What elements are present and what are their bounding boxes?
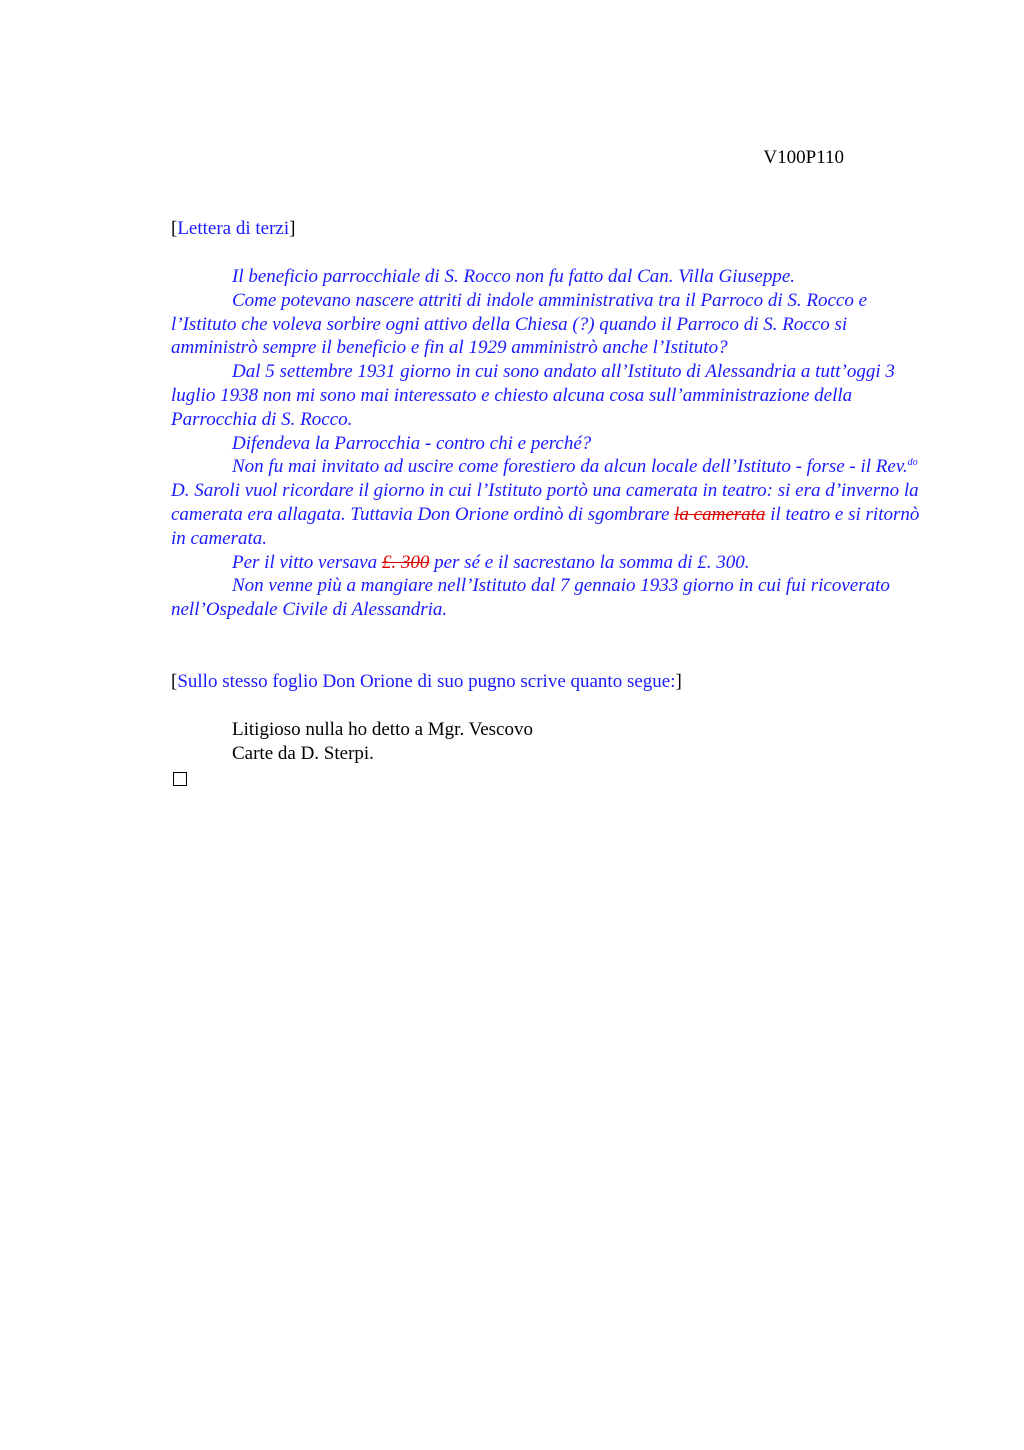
letter-paragraph-2: Come potevano nascere attriti di indole amministrativa tra il Parroco di S. Rocco e l’Istituto che voleva sorbire ogni attivo della Chiesa (?) quando il Parroco di S. Rocco si amministrò sempre il beneficio e fin al 1929 amministrò anche l’Istituto? bbox=[171, 289, 868, 359]
superscript-do: do bbox=[907, 457, 918, 469]
letter-paragraph-6-part-b: per sé e il sacrestano la somma di £. 300. bbox=[429, 551, 750, 573]
bracket-close: ] bbox=[675, 670, 682, 692]
note-heading-text: Sullo stesso foglio Don Orione di suo pugno scrive quanto segue: bbox=[177, 670, 676, 692]
handwritten-note-line-1: Litigioso nulla ho detto a Mgr. Vescovo bbox=[232, 718, 533, 740]
handwritten-note bbox=[171, 718, 931, 786]
letter-heading-text: Lettera di terzi bbox=[177, 218, 290, 239]
letter-paragraph-7: Non venne più a mangiare nell’Istituto dal 7 gennaio 1933 giorno in cui fui ricoverato nell’Ospedale Civile di Alessandria. bbox=[171, 575, 890, 621]
letter-paragraph-4: Difendeva la Parrocchia - contro chi e perché? bbox=[232, 432, 592, 454]
deleted-text: la camerata bbox=[674, 503, 766, 525]
handwritten-note-line-2: Carte da D. Sterpi. bbox=[232, 742, 374, 764]
bracket-open: [ bbox=[171, 670, 178, 692]
letter-paragraph-6-part-a: Per il vitto versava bbox=[232, 551, 382, 573]
letter-paragraph-3: Dal 5 settembre 1931 giorno in cui sono andato all’Istituto di Alessandria a tutt’oggi 3 luglio 1938 non mi sono mai interessato e chiesto alcuna cosa sull’amministrazione della Parrocchia di S. Rocco. bbox=[171, 361, 895, 430]
letter-paragraph-1: Il beneficio parrocchiale di S. Rocco non fu fatto dal Can. Villa Giuseppe. bbox=[232, 266, 796, 287]
letter-paragraph-6 bbox=[171, 551, 931, 575]
letter-heading bbox=[171, 217, 931, 241]
letter-paragraph-5 bbox=[171, 455, 931, 550]
deleted-amount: £. 300 bbox=[381, 551, 430, 573]
bracket-close: ] bbox=[289, 218, 296, 239]
document-body bbox=[171, 217, 931, 786]
letter-text bbox=[171, 265, 931, 622]
letter-paragraph-5-part-a: Non fu mai invitato ad uscire come forestiero da alcun locale dell’Istituto - forse - il Rev. bbox=[232, 456, 908, 478]
letter-paragraph-5-part-b: D. Saroli vuol ricordare il giorno in cui l’Istituto portò una camerata in teatro: si era d’inverno la camerata era allagata. Tuttavia Don Orione ordinò di sgombrare bbox=[171, 480, 919, 525]
document-id: V100P110 bbox=[763, 147, 844, 168]
letter-paragraph-5-part-c: il teatro e si ritornò in camerata. bbox=[171, 503, 920, 549]
bracket-open: [ bbox=[171, 218, 178, 239]
note-heading bbox=[171, 670, 931, 694]
end-of-document-box-icon bbox=[173, 772, 187, 786]
